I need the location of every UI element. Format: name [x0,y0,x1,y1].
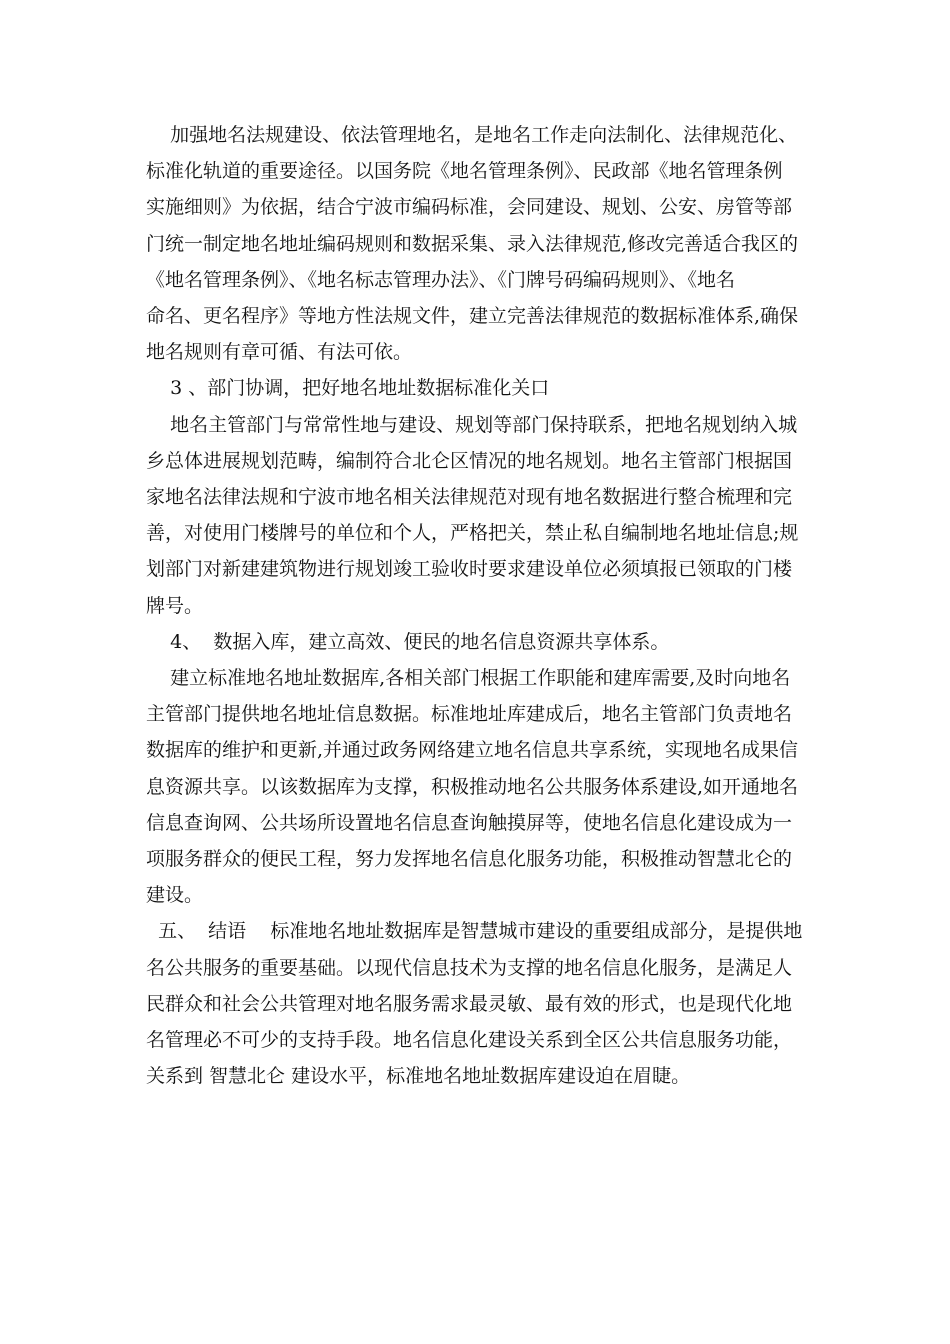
text-line: 项服务群众的便民工程，努力发挥地名信息化服务功能，积极推动智慧北仑的 [146,848,793,870]
text-line: 牌号。 [146,594,204,617]
text-line: 加强地名法规建设、依法管理地名，是地名工作走向法制化、法律规范化、 [146,124,798,146]
text-line: 地名主管部门与常常性地与建设、规划等部门保持联系，把地名规划纳入城 [146,413,798,436]
text-line: 4、 数据入库，建立高效、便民的地名信息资源共享体系。 [146,630,670,653]
text-line: 信息查询网、公共场所设置地名信息查询触摸屏等，使地名信息化建设成为一 [146,811,793,834]
text-line: 五、 结语 标准地名地址数据库是智慧城市建设的重要组成部分，是提供地 [146,920,803,943]
text-line: 主管部门提供地名地址信息数据。标准地址库建成后，地名主管部门负责地名 [146,703,793,726]
text-line: 标准化轨道的重要途径。以国务院《地名管理条例》、民政部《地名管理条例 [146,160,783,183]
text-line: 善，对使用门楼牌号的单位和个人，严格把关，禁止私自编制地名地址信息;规 [146,522,799,545]
text-line: 名管理必不可少的支持手段。地名信息化建设关系到全区公共信息服务功能， [146,1029,793,1051]
text-line: 名公共服务的重要基础。以现代信息技术为支撑的地名信息化服务，是满足人 [146,956,793,979]
text-line: 乡总体进展规划范畴，编制符合北仑区情况的地名规划。地名主管部门根据国 [146,449,793,472]
text-line: 门统一制定地名地址编码规则和数据采集、录入法律规范,修改完善适合我区的 [146,232,799,255]
text-line: 3 、部门协调，把好地名地址数据标准化关口 [146,377,550,400]
text-line: 《地名管理条例》、《地名标志管理办法》、《门牌号码编码规则》、《地名 [146,268,736,291]
text-line: 建立标准地名地址数据库,各相关部门根据工作职能和建库需要,及时向地名 [146,667,791,689]
text-line: 命名、更名程序》等地方性法规文件，建立完善法律规范的数据标准体系,确保 [146,305,799,327]
text-line: 划部门对新建建筑物进行规划竣工验收时要求建设单位必须填报已领取的门楼 [146,558,793,581]
text-line: 关系到 智慧北仑 建设水平，标准地名地址数据库建设迫在眉睫。 [146,1065,691,1088]
text-line: 数据库的维护和更新,并通过政务网络建立地名信息共享系统，实现地名成果信 [146,739,799,762]
text-line: 地名规则有章可循、有法可依。 [146,341,413,364]
text-line: 建设。 [146,884,204,907]
text-line: 民群众和社会公共管理对地名服务需求最灵敏、最有效的形式，也是现代化地 [146,992,793,1015]
text-line: 家地名法律法规和宁波市地名相关法律规范对现有地名数据进行整合梳理和完 [146,486,793,508]
text-line: 息资源共享。以该数据库为支撑，积极推动地名公共服务体系建设,如开通地名 [146,775,799,798]
text-line: 实施细则》为依据，结合宁波市编码标准，会同建设、规划、公安、房管等部 [146,196,793,219]
